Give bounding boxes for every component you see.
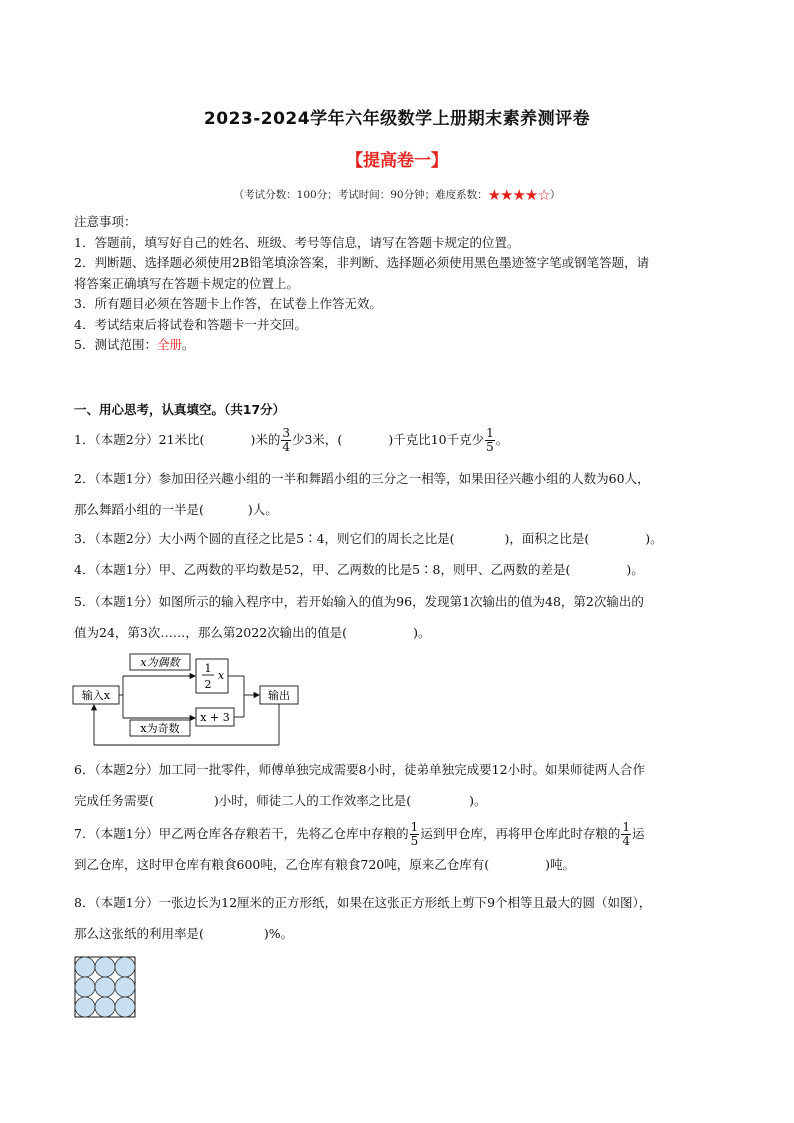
circle-shape [115, 977, 135, 997]
fraction-numerator: 1 [410, 820, 419, 834]
note-item: 将答案正确填写在答题卡规定的位置上。 [74, 275, 300, 291]
fraction-denominator: 5 [486, 440, 494, 454]
q6-text-a: 完成任务需要( [74, 793, 154, 808]
q3-text-a: 3．（本题2分）大小两个圆的直径之比是5∶4，则它们的周长之比是( [74, 531, 455, 546]
q8-text-b: )%。 [263, 926, 294, 941]
question-4 [74, 554, 724, 585]
q2-text-a: 那么舞蹈小组的一半是( [74, 502, 204, 517]
q3-text-b: )，面积之比是( [504, 531, 590, 546]
q4-text-a: 4．（本题1分）甲、乙两数的平均数是52，甲、乙两数的比是5∶8，则甲、乙两数的差是( [74, 562, 571, 577]
q8-text-a: 那么这张纸的利用率是( [74, 926, 204, 941]
q5-text-b: )。 [413, 625, 431, 640]
circles-square-figure [74, 956, 136, 1018]
star-empty-icon: ☆ [537, 186, 550, 204]
q5-line-1: 5．（本题1分）如图所示的输入程序中，若开始输入的值为96，发现第1次输出的值为48，第2次输出的 [74, 594, 644, 609]
q6-line-1: 6．（本题2分）加工同一批零件，师傅单独完成需要8小时，徒弟单独完成要12小时。如果师徒两人合作 [74, 762, 646, 777]
difficulty-stars [488, 186, 550, 204]
page-subtitle: 【提高卷一】 [346, 151, 448, 171]
q5-line-2 [74, 617, 724, 648]
q7-line-2 [74, 849, 724, 880]
q7-text-a: 7．（本题1分）甲乙两仓库各存粮若干，先将乙仓库中存粮的 [74, 826, 409, 841]
q5-text-a: 值为24，第3次……，那么第2022次输出的值是( [74, 625, 348, 640]
flow-odd-label: x为奇数 [140, 722, 180, 735]
flowchart-diagram [70, 650, 310, 750]
meta-prefix: （考试分数：100分；考试时间：90分钟；难度系数： [233, 189, 488, 201]
flow-half-num: 1 [204, 662, 212, 675]
flow-output-label: 输出 [268, 689, 290, 702]
flow-even-label: x为偶数 [140, 656, 180, 669]
flow-plus-label: x + 3 [200, 711, 230, 724]
section-title: 一、用心思考，认真填空。（共17分） [74, 402, 286, 417]
q3-text-c: )。 [645, 531, 663, 546]
page-title: 2023-2024学年六年级数学上册期末素养测评卷 [203, 109, 591, 129]
circle-shape [95, 977, 115, 997]
question-3 [74, 523, 724, 554]
q8-line-1: 8．（本题1分）一张边长为12厘米的正方形纸，如果在这张正方形纸上剪下9个相等且最大的圆（如图）， [74, 895, 652, 910]
fraction-denominator: 5 [410, 834, 419, 848]
exam-meta [0, 186, 794, 204]
q4-text-b: )。 [626, 562, 644, 577]
q1-text-d: )千克比10千克少 [388, 432, 485, 447]
fraction [281, 427, 291, 454]
q2-text-b: )人。 [247, 502, 278, 517]
notes-heading: 注意事项： [74, 214, 137, 229]
note-item: 4．考试结束后将试卷和答题卡一并交回。 [74, 316, 307, 332]
flow-half-den: 2 [204, 678, 212, 691]
notes-block [74, 212, 724, 356]
q6-text-b: )小时，师徒二人的工作效率之比是( [213, 793, 412, 808]
q7-text-c: 运 [631, 826, 645, 841]
fraction [621, 821, 631, 848]
q1-text-c: 少3米，( [291, 432, 343, 447]
note-item: 1．答题前，填写好自己的姓名、班级、考号等信息，请写在答题卡规定的位置。 [74, 234, 520, 250]
question-5 [74, 586, 724, 648]
note-item: 2．判断题、选择题必须使用2B铅笔填涂答案，非判断、选择题必须使用黑色墨迹签字笔或钢笔答题，请 [74, 255, 650, 270]
q8-line-2 [74, 918, 724, 949]
question-8 [74, 887, 724, 949]
question-6 [74, 754, 724, 816]
circle-shape [95, 957, 115, 977]
note-item-scope [74, 335, 724, 356]
q1-text-a: 1．（本题2分）21米比( [74, 432, 205, 447]
circle-shape [115, 997, 135, 1017]
circle-shape [75, 977, 95, 997]
q6-line-2 [74, 785, 724, 816]
fraction-numerator: 3 [282, 426, 290, 440]
flow-half-var: x [217, 669, 225, 682]
star-full-icon: ★★★★ [487, 186, 538, 204]
q1-text-b: )米的 [250, 432, 281, 447]
fraction-numerator: 1 [622, 820, 630, 834]
fraction-denominator: 4 [622, 834, 630, 848]
question-2 [74, 463, 724, 525]
q7-text-d: 到乙仓库，这时甲仓库有粮食600吨，乙仓库有粮食720吨，原来乙仓库有( [74, 857, 490, 872]
scope-suffix: 。 [181, 337, 195, 352]
fraction-numerator: 1 [486, 426, 494, 440]
circle-shape [115, 957, 135, 977]
fraction [485, 427, 495, 454]
q7-text-b: 运到甲仓库，再将甲仓库此时存粮的 [420, 826, 621, 841]
q1-text-e: 。 [495, 432, 509, 447]
q2-line-2 [74, 494, 724, 525]
fraction [410, 821, 420, 848]
meta-suffix: ） [549, 189, 561, 201]
question-7 [74, 818, 724, 880]
q2-line-1: 2．（本题1分）参加田径兴趣小组的一半和舞蹈小组的三分之一相等，如果田径兴趣小组的人数为60人， [74, 471, 650, 486]
circle-shape [95, 997, 115, 1017]
fraction-denominator: 4 [282, 440, 290, 454]
circle-shape [75, 997, 95, 1017]
q6-text-c: )。 [469, 793, 487, 808]
note-item: 3．所有题目必须在答题卡上作答，在试卷上作答无效。 [74, 296, 382, 311]
scope-value: 全册 [156, 337, 182, 352]
q7-text-e: )吨。 [545, 857, 575, 872]
scope-prefix: 5．测试范围： [74, 337, 157, 352]
q7-line-1 [74, 818, 724, 849]
flow-input-label: 输入x [81, 689, 111, 702]
question-1 [74, 424, 724, 455]
circle-shape [75, 957, 95, 977]
